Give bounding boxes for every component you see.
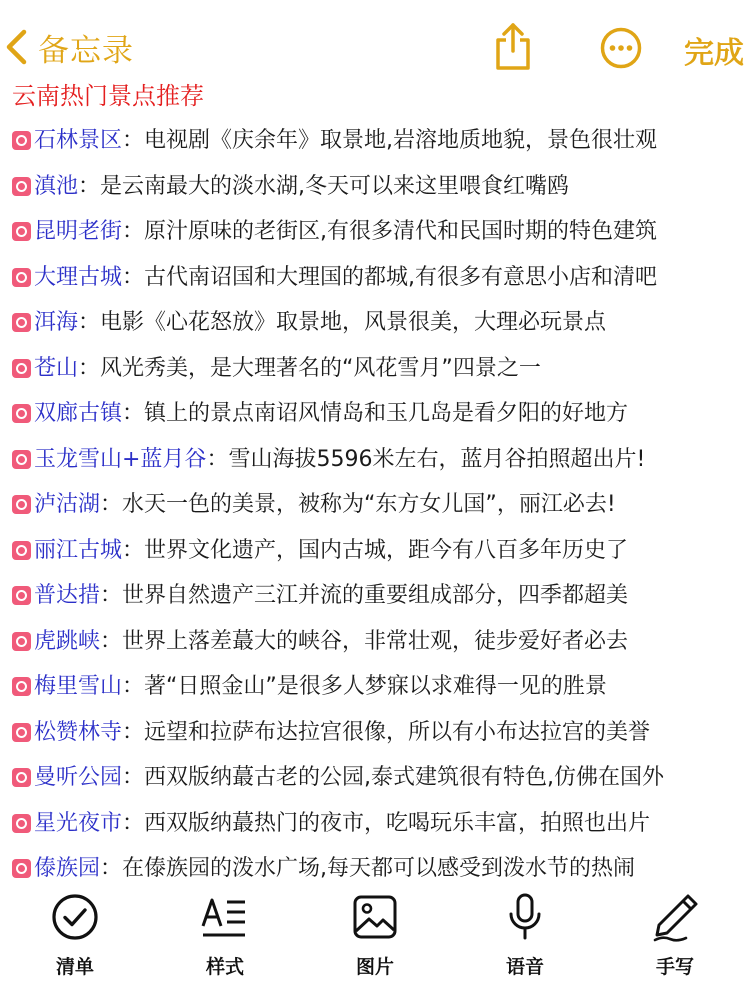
separator: ：	[122, 719, 145, 745]
place-name: 双廊古镇	[34, 401, 123, 427]
bullet-icon	[12, 313, 31, 332]
image-button[interactable]	[330, 892, 420, 979]
list-item	[0, 118, 750, 164]
separator: ：	[122, 674, 145, 700]
place-description: 西双版纳蕞古老的公园,泰式建筑很有特色,仿佛在国外	[144, 765, 665, 791]
place-name: 虎跳峡	[34, 628, 101, 654]
place-description: 电影《心花怒放》取景地，风景很美，大理必玩景点	[100, 310, 607, 336]
place-description: 世界文化遗产，国内古城，距今有八百多年历史了	[144, 537, 629, 563]
separator: ：	[78, 310, 101, 336]
separator: ：	[122, 401, 145, 427]
navigation-bar	[0, 0, 750, 80]
bullet-icon	[12, 541, 31, 560]
text-style-icon	[200, 892, 250, 942]
bottom-toolbar	[0, 888, 750, 1000]
place-description: 水天一色的美景，被称为“东方女儿国”，丽江必去!	[122, 492, 616, 518]
place-name: 苍山	[34, 355, 79, 381]
separator: ：	[78, 355, 101, 381]
place-description: 镇上的景点南诏风情岛和玉几岛是看夕阳的好地方	[144, 401, 629, 427]
handwriting-label: 手写	[655, 956, 694, 978]
handwriting-button[interactable]	[630, 892, 720, 979]
checklist-icon	[50, 892, 100, 942]
list-item	[0, 482, 750, 528]
back-label: 备忘录	[38, 32, 134, 69]
list-item	[0, 755, 750, 801]
bullet-icon	[12, 586, 31, 605]
voice-button[interactable]	[480, 892, 570, 979]
bullet-icon	[12, 131, 31, 150]
bullet-icon	[12, 768, 31, 787]
bullet-icon	[12, 404, 31, 423]
place-description: 古代南诏国和大理国的都城,有很多有意思小店和清吧	[144, 264, 658, 290]
place-description: 世界自然遗产三江并流的重要组成部分，四季都超美	[122, 583, 629, 609]
place-name: 梅里雪山	[34, 674, 123, 700]
place-description: 是云南最大的淡水湖,冬天可以来这里喂食红嘴鸥	[100, 173, 570, 199]
separator: ：	[206, 446, 229, 472]
more-icon[interactable]	[600, 27, 642, 69]
done-button[interactable]: 完成	[684, 36, 744, 71]
place-name: 松赞林寺	[34, 719, 123, 745]
place-name: 泸沽湖	[34, 492, 101, 518]
list-item	[0, 573, 750, 619]
separator: ：	[122, 810, 145, 836]
bullet-icon	[12, 632, 31, 651]
place-name: 普达措	[34, 583, 101, 609]
place-description: 西双版纳蕞热门的夜市，吃喝玩乐丰富，拍照也出片	[144, 810, 651, 836]
place-description: 远望和拉萨布达拉宫很像，所以有小布达拉宫的美誉	[144, 719, 651, 745]
separator: ：	[122, 537, 145, 563]
place-description: 电视剧《庆余年》取景地,岩溶地质地貌，景色很壮观	[144, 128, 658, 154]
list-item	[0, 710, 750, 756]
bullet-icon	[12, 859, 31, 878]
bullet-icon	[12, 222, 31, 241]
microphone-icon	[500, 892, 550, 942]
separator: ：	[122, 219, 145, 245]
bullet-icon	[12, 177, 31, 196]
image-icon	[350, 892, 400, 942]
list-item	[0, 346, 750, 392]
place-name: 石林景区	[34, 128, 123, 154]
separator: ：	[100, 492, 123, 518]
back-button[interactable]	[0, 22, 134, 72]
chevron-left-icon	[0, 22, 36, 72]
place-name: 星光夜市	[34, 810, 123, 836]
bullet-icon	[12, 723, 31, 742]
place-description: 雪山海拔5596米左右，蓝月谷拍照超出片!	[228, 446, 646, 472]
list-item	[0, 391, 750, 437]
list-item	[0, 300, 750, 346]
pen-icon	[650, 892, 700, 942]
place-description: 原汁原味的老街区,有很多清代和民国时期的特色建筑	[144, 219, 658, 245]
note-title: 云南热门景点推荐	[12, 82, 204, 110]
list-item	[0, 664, 750, 710]
separator: ：	[122, 128, 145, 154]
separator: ：	[78, 173, 101, 199]
list-item	[0, 437, 750, 483]
bullet-icon	[12, 677, 31, 696]
list-item	[0, 846, 750, 892]
separator: ：	[100, 628, 123, 654]
list-item	[0, 164, 750, 210]
bullet-icon	[12, 268, 31, 287]
place-name: 傣族园	[34, 856, 101, 882]
separator: ：	[122, 264, 145, 290]
bullet-icon	[12, 495, 31, 514]
separator: ：	[100, 583, 123, 609]
place-name: 大理古城	[34, 264, 123, 290]
place-name: 滇池	[34, 173, 79, 199]
list-item	[0, 255, 750, 301]
bullet-icon	[12, 814, 31, 833]
place-description: 风光秀美，是大理著名的“风花雪月”四景之一	[100, 355, 541, 381]
place-description: 世界上落差蕞大的峡谷，非常壮观，徒步爱好者必去	[122, 628, 629, 654]
text-style-button[interactable]	[180, 892, 270, 979]
separator: ：	[100, 856, 123, 882]
list-item	[0, 801, 750, 847]
place-description: 著“日照金山”是很多人梦寐以求难得一见的胜景	[144, 674, 607, 700]
list-item	[0, 209, 750, 255]
list-item	[0, 528, 750, 574]
checklist-label: 清单	[55, 956, 94, 978]
place-name: 曼听公园	[34, 765, 123, 791]
place-name: 洱海	[34, 310, 79, 336]
list-item	[0, 619, 750, 665]
checklist-button[interactable]	[30, 892, 120, 979]
bullet-icon	[12, 450, 31, 469]
attraction-list	[0, 118, 750, 892]
share-icon[interactable]	[492, 20, 534, 72]
place-name: 玉龙雪山+蓝月谷	[34, 446, 207, 472]
place-name: 丽江古城	[34, 537, 123, 563]
separator: ：	[122, 765, 145, 791]
text-style-label: 样式	[205, 956, 244, 978]
bullet-icon	[12, 359, 31, 378]
place-description: 在傣族园的泼水广场,每天都可以感受到泼水节的热闹	[122, 856, 636, 882]
place-name: 昆明老街	[34, 219, 123, 245]
image-label: 图片	[355, 956, 394, 978]
voice-label: 语音	[505, 956, 544, 978]
